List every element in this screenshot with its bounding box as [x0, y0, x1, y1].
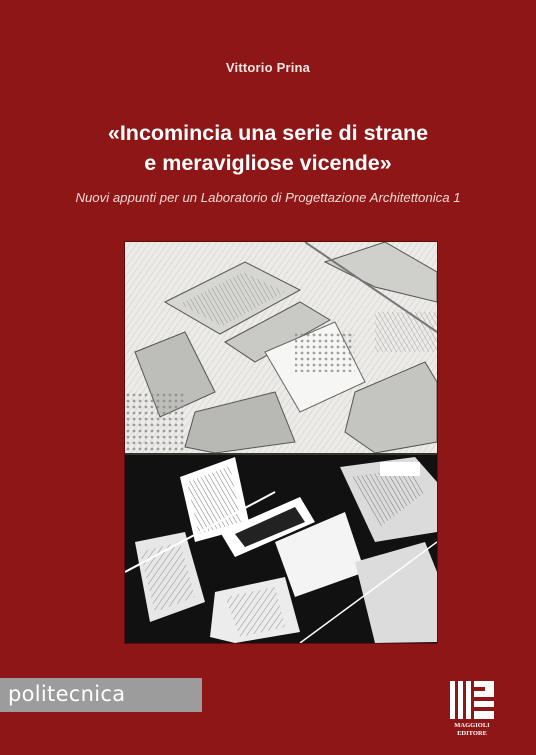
- series-band: [0, 678, 202, 712]
- ink-aerial-view: [125, 455, 437, 643]
- series-label: politecnica: [8, 682, 126, 706]
- publisher-name-line-1: MAGGIOLI: [454, 722, 490, 729]
- pencil-aerial-view: [125, 242, 437, 453]
- book-title-line-2: e meravigliose vicende»: [144, 151, 392, 175]
- publisher-name: [441, 722, 503, 737]
- book-subtitle: Nuovi appunti per un Laboratorio di Progettazione Architettonica 1: [75, 190, 461, 205]
- publisher-name-line-2: EDITORE: [457, 729, 487, 737]
- book-title: [0, 118, 536, 178]
- cover-illustration: [124, 241, 438, 644]
- author-name: Vittorio Prina: [225, 60, 311, 75]
- book-title-line-1: «Incomincia una serie di strane: [107, 121, 429, 145]
- aerial-city-drawings: [125, 242, 437, 643]
